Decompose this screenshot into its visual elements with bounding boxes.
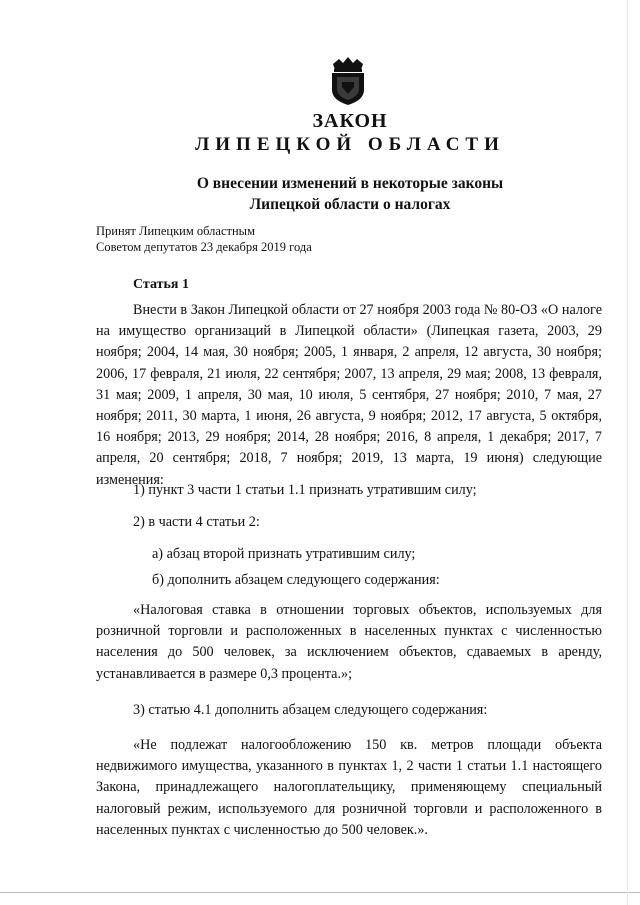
quoted-paragraph-1: «Налоговая ставка в отношении торговых объектов, используемых для розничной торговли и расположенных в населенных пунктах с численностью населения до 500 человек, за исключением объектов, сдаваемых в аренду, устанавливается в размере 0,3 процента.»; [96,602,602,682]
coat-of-arms-icon [325,56,371,106]
subtitle-line-2: Липецкой области о налогах [249,196,451,213]
article-intro-paragraph: Внести в Закон Липецкой области от 27 ноября 2003 года № 80-ОЗ «О налоге на имущество организаций в Липецкой области» (Липецкая газета, 2003, 29 ноября; 2004, 14 мая, 30 ноября; 2005, 1 января, 2 апреля, 12 августа, 30 ноября; 2006, 17 февраля, 21 июля, 22 сентября; 2007, 13 апреля, 29 мая; 2008, 13 февраля, 31 мая; 2009, 1 апреля, 30 мая, 10 июля, 5 сентября, 27 ноября; 2010, 7 мая, 27 ноября; 2011, 30 марта, 1 июня, 26 августа, 9 ноября; 2012, 17 августа, 5 октября, 16 ноября; 2013, 29 ноября; 2014, 28 ноября; 2016, 8 апреля, 1 декабря; 2017, 7 апреля, 20 сентября; 2018, 7 ноября; 2019, 13 марта, 19 июня) следующие изменения: [96,302,602,488]
list-item-2b: б) дополнить абзацем следующего содержания: [152,572,440,588]
page-bottom-edge [0,892,640,893]
law-title: ЗАКОН [312,110,388,132]
list-item-1: 1) пункт 3 части 1 статьи 1.1 признать утратившим силу; [133,482,477,498]
subtitle-line-1: О внесении изменений в некоторые законы [196,175,504,192]
region-title: ЛИПЕЦКОЙ ОБЛАСТИ [195,134,505,155]
law-subtitle [0,173,640,215]
list-item-2a: а) абзац второй признать утратившим силу; [152,546,416,562]
adoption-line-2: Советом депутатов 23 декабря 2019 года [96,240,312,254]
list-item-3: 3) статью 4.1 дополнить абзацем следующего содержания: [133,702,488,718]
adoption-line-1: Принят Липецким областным [96,224,255,238]
quoted-paragraph-2: «Не подлежат налогообложению 150 кв. метров площади объекта недвижимого имущества, указанного в пунктах 1, 2 части 1 статьи 1.1 настоящего Закона, принадлежащего налогоплательщику, применяющему специальный налоговый режим, используемого для розничной торговли и расположенного в населенных пунктах с численностью до 500 человек.». [96,737,602,838]
page-right-edge [627,0,628,905]
article-heading: Статья 1 [133,277,189,292]
adoption-note [96,223,312,255]
list-item-2: 2) в части 4 статьи 2: [133,514,260,530]
